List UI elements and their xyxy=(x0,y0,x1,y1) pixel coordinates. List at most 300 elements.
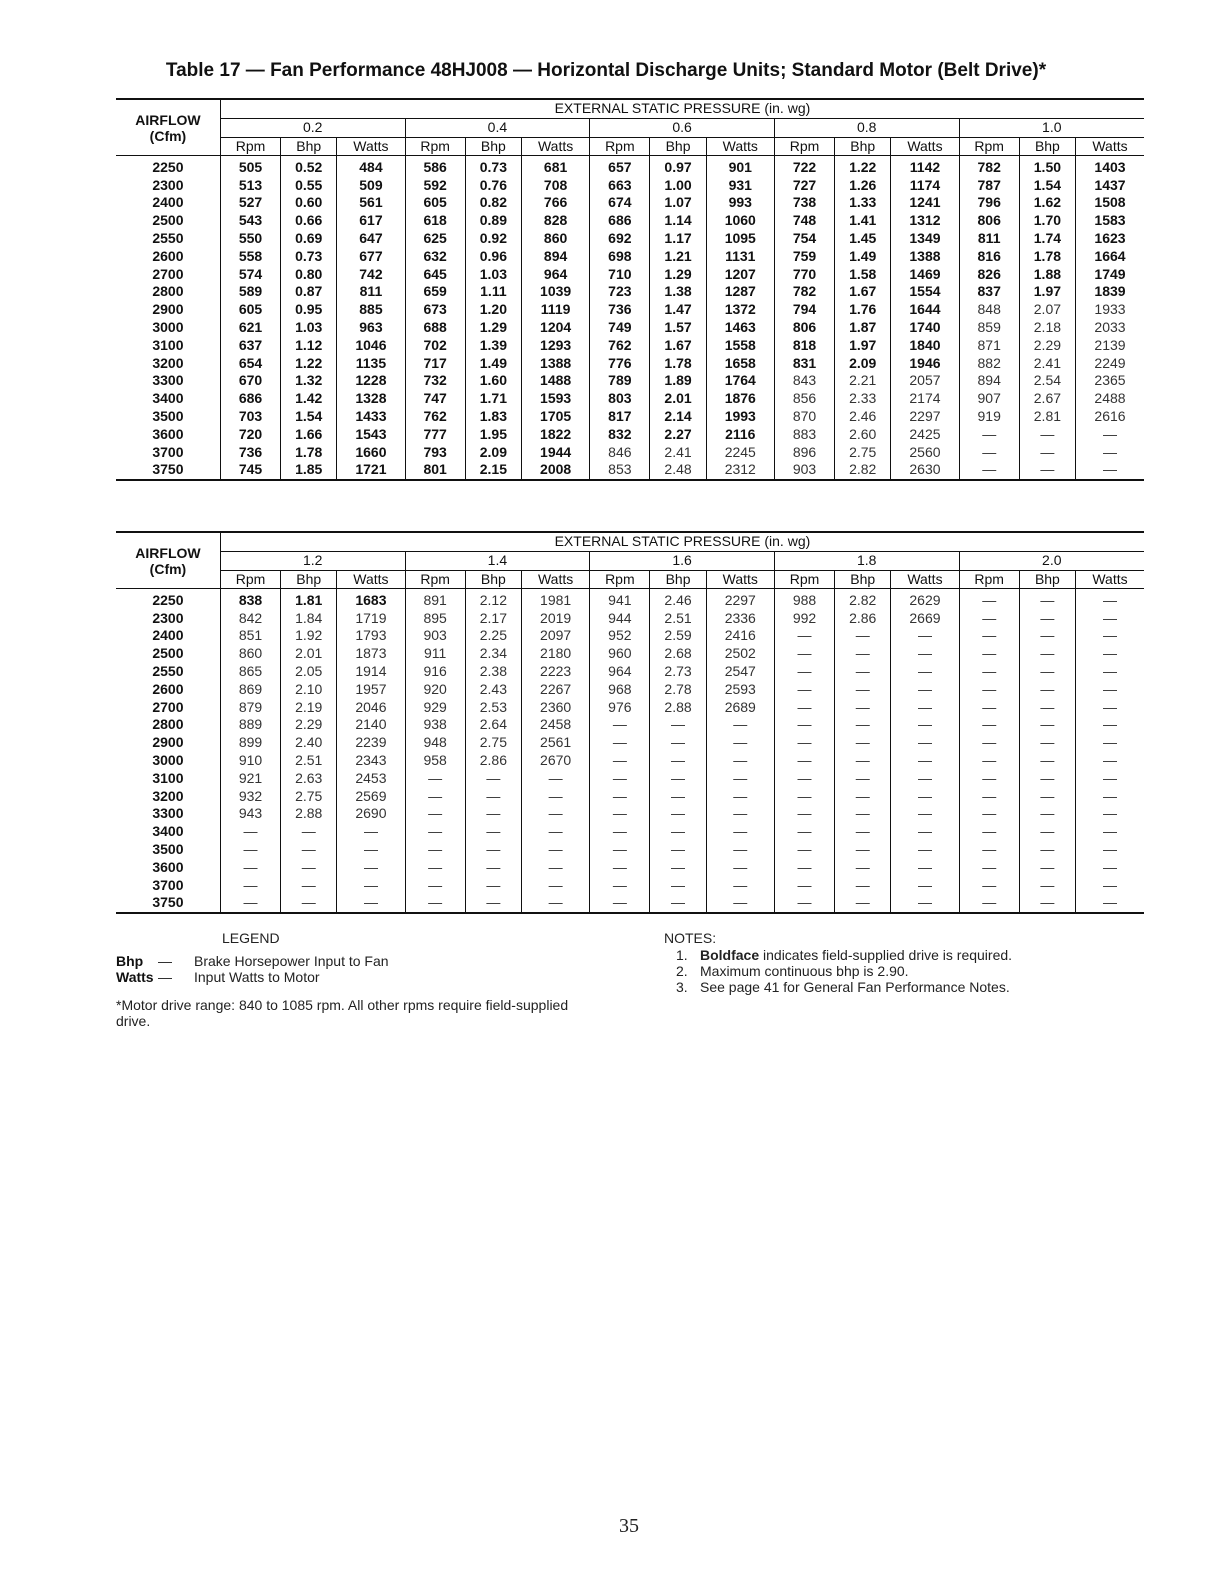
column-header-bhp: Bhp xyxy=(835,137,891,156)
cell-bhp: — xyxy=(1019,876,1075,894)
cell-watts: — xyxy=(891,698,959,716)
cell-watts: 1135 xyxy=(337,354,405,372)
cell-watts: 766 xyxy=(521,194,589,212)
column-header-bhp: Bhp xyxy=(650,137,706,156)
cell-bhp: 1.67 xyxy=(835,283,891,301)
cell-bhp: 1.17 xyxy=(650,230,706,248)
cell-bhp: — xyxy=(1019,627,1075,645)
table-row xyxy=(116,858,1144,876)
airflow-value: 2400 xyxy=(116,627,220,645)
cell-rpm: — xyxy=(959,443,1019,461)
table-row xyxy=(116,627,1144,645)
cell-bhp: 1.47 xyxy=(650,301,706,319)
airflow-value: 2500 xyxy=(116,645,220,663)
cell-watts: 742 xyxy=(337,265,405,283)
cell-watts: 2343 xyxy=(337,752,405,770)
cell-bhp: 1.81 xyxy=(281,589,337,609)
esp-header: EXTERNAL STATIC PRESSURE (in. wg) xyxy=(220,532,1144,551)
cell-rpm: 848 xyxy=(959,301,1019,319)
cell-bhp: 1.54 xyxy=(281,408,337,426)
cell-watts: 2669 xyxy=(891,609,959,627)
cell-rpm: 964 xyxy=(590,663,650,681)
fan-performance-table-low-pressure xyxy=(116,98,1144,481)
cell-bhp: — xyxy=(465,823,521,841)
cell-bhp: 2.88 xyxy=(281,805,337,823)
cell-bhp: — xyxy=(1019,589,1075,609)
cell-bhp: 2.12 xyxy=(465,589,521,609)
cell-watts: 1131 xyxy=(706,247,774,265)
airflow-value: 2550 xyxy=(116,230,220,248)
cell-watts: 1914 xyxy=(337,663,405,681)
cell-bhp: 2.27 xyxy=(650,425,706,443)
cell-rpm: — xyxy=(590,716,650,734)
cell-rpm: — xyxy=(590,876,650,894)
airflow-value: 2300 xyxy=(116,176,220,194)
cell-watts: — xyxy=(1076,858,1145,876)
cell-rpm: 586 xyxy=(405,156,465,176)
cell-rpm: 920 xyxy=(405,680,465,698)
cell-rpm: 703 xyxy=(220,408,280,426)
pressure-header: 0.4 xyxy=(405,118,590,137)
column-header-watts: Watts xyxy=(706,570,774,589)
notes-title: NOTES: xyxy=(664,930,717,946)
pressure-header: 1.8 xyxy=(774,551,959,570)
cell-watts: 2312 xyxy=(706,461,774,480)
cell-bhp: — xyxy=(835,787,891,805)
cell-bhp: 2.29 xyxy=(281,716,337,734)
cell-rpm: — xyxy=(959,716,1019,734)
airflow-value: 2550 xyxy=(116,663,220,681)
table-row xyxy=(116,787,1144,805)
table-row xyxy=(116,841,1144,859)
cell-bhp: — xyxy=(650,876,706,894)
cell-watts: 1944 xyxy=(521,443,589,461)
cell-watts: 1312 xyxy=(891,212,959,230)
cell-rpm: — xyxy=(959,645,1019,663)
cell-bhp: 2.48 xyxy=(650,461,706,480)
cell-rpm: — xyxy=(774,680,834,698)
table-row xyxy=(116,176,1144,194)
cell-watts: — xyxy=(337,841,405,859)
cell-watts: 2561 xyxy=(521,734,589,752)
cell-rpm: 527 xyxy=(220,194,280,212)
table-row xyxy=(116,212,1144,230)
cell-rpm: 831 xyxy=(774,354,834,372)
airflow-value: 3000 xyxy=(116,319,220,337)
cell-rpm: — xyxy=(220,858,280,876)
cell-bhp: 0.76 xyxy=(465,176,521,194)
cell-rpm: — xyxy=(959,698,1019,716)
cell-bhp: 2.01 xyxy=(650,390,706,408)
cell-watts: — xyxy=(706,876,774,894)
cell-rpm: — xyxy=(590,734,650,752)
cell-watts: — xyxy=(891,894,959,913)
cell-bhp: 2.09 xyxy=(835,354,891,372)
legend-key: Watts xyxy=(116,969,154,985)
cell-watts: — xyxy=(1076,698,1145,716)
table-row xyxy=(116,805,1144,823)
cell-bhp: 2.68 xyxy=(650,645,706,663)
cell-rpm: 865 xyxy=(220,663,280,681)
cell-bhp: — xyxy=(1019,894,1075,913)
cell-watts: 1403 xyxy=(1076,156,1145,176)
column-header-bhp: Bhp xyxy=(835,570,891,589)
cell-watts: 2488 xyxy=(1076,390,1145,408)
cell-watts: 1437 xyxy=(1076,176,1145,194)
table-row xyxy=(116,680,1144,698)
cell-rpm: — xyxy=(405,787,465,805)
cell-rpm: 968 xyxy=(590,680,650,698)
cell-rpm: 654 xyxy=(220,354,280,372)
airflow-value: 2250 xyxy=(116,589,220,609)
cell-bhp: 2.05 xyxy=(281,663,337,681)
cell-watts: 1433 xyxy=(337,408,405,426)
cell-bhp: 2.29 xyxy=(1019,336,1075,354)
cell-watts: 931 xyxy=(706,176,774,194)
cell-rpm: — xyxy=(220,841,280,859)
cell-rpm: — xyxy=(405,841,465,859)
cell-rpm: 801 xyxy=(405,461,465,480)
cell-rpm: — xyxy=(774,876,834,894)
cell-bhp: — xyxy=(650,841,706,859)
cell-watts: — xyxy=(891,752,959,770)
legend-desc: Brake Horsepower Input to Fan xyxy=(194,953,389,969)
table-row xyxy=(116,716,1144,734)
cell-watts: 2360 xyxy=(521,698,589,716)
cell-rpm: — xyxy=(774,663,834,681)
cell-bhp: — xyxy=(281,823,337,841)
cell-rpm: 745 xyxy=(220,461,280,480)
cell-bhp: 1.29 xyxy=(650,265,706,283)
cell-bhp: 2.17 xyxy=(465,609,521,627)
cell-watts: 1660 xyxy=(337,443,405,461)
cell-watts: 2097 xyxy=(521,627,589,645)
cell-bhp: — xyxy=(835,663,891,681)
cell-rpm: 748 xyxy=(774,212,834,230)
column-header-bhp: Bhp xyxy=(281,570,337,589)
cell-watts: 1721 xyxy=(337,461,405,480)
cell-bhp: 2.25 xyxy=(465,627,521,645)
cell-rpm: 948 xyxy=(405,734,465,752)
note-item xyxy=(676,963,909,979)
cell-bhp: — xyxy=(835,894,891,913)
cell-bhp: 0.87 xyxy=(281,283,337,301)
cell-bhp: — xyxy=(281,858,337,876)
cell-rpm: 738 xyxy=(774,194,834,212)
cell-watts: — xyxy=(1076,823,1145,841)
cell-watts: — xyxy=(1076,876,1145,894)
pressure-header: 1.6 xyxy=(590,551,775,570)
table-row xyxy=(116,823,1144,841)
cell-watts: 2223 xyxy=(521,663,589,681)
cell-bhp: 2.82 xyxy=(835,589,891,609)
airflow-value: 2700 xyxy=(116,698,220,716)
cell-bhp: 1.39 xyxy=(465,336,521,354)
cell-watts: — xyxy=(1076,752,1145,770)
cell-bhp: 1.95 xyxy=(465,425,521,443)
cell-watts: — xyxy=(337,858,405,876)
cell-watts: — xyxy=(891,769,959,787)
cell-bhp: 2.43 xyxy=(465,680,521,698)
cell-rpm: 592 xyxy=(405,176,465,194)
header-row-pressure-values xyxy=(116,118,1144,137)
cell-watts: — xyxy=(891,645,959,663)
cell-bhp: 1.78 xyxy=(650,354,706,372)
cell-rpm: 932 xyxy=(220,787,280,805)
legend-dash: — xyxy=(158,953,172,969)
cell-watts: 1388 xyxy=(891,247,959,265)
cell-watts: 1683 xyxy=(337,589,405,609)
cell-rpm: — xyxy=(590,787,650,805)
cell-watts: 2365 xyxy=(1076,372,1145,390)
cell-watts: — xyxy=(1076,645,1145,663)
cell-bhp: 1.58 xyxy=(835,265,891,283)
cell-rpm: 637 xyxy=(220,336,280,354)
cell-bhp: — xyxy=(1019,461,1075,480)
cell-rpm: 605 xyxy=(220,301,280,319)
cell-bhp: 0.60 xyxy=(281,194,337,212)
cell-watts: 708 xyxy=(521,176,589,194)
airflow-value: 2500 xyxy=(116,212,220,230)
cell-bhp: — xyxy=(465,841,521,859)
cell-bhp: 1.21 xyxy=(650,247,706,265)
cell-watts: 2560 xyxy=(891,443,959,461)
pressure-header: 0.8 xyxy=(774,118,959,137)
cell-rpm: 856 xyxy=(774,390,834,408)
cell-rpm: 787 xyxy=(959,176,1019,194)
cell-rpm: 895 xyxy=(405,609,465,627)
cell-watts: 1658 xyxy=(706,354,774,372)
cell-rpm: — xyxy=(220,823,280,841)
airflow-unit: (Cfm) xyxy=(149,127,187,144)
cell-watts: 2140 xyxy=(337,716,405,734)
cell-watts: 2689 xyxy=(706,698,774,716)
cell-rpm: — xyxy=(774,858,834,876)
cell-watts: — xyxy=(891,663,959,681)
cell-watts: 1095 xyxy=(706,230,774,248)
cell-watts: 484 xyxy=(337,156,405,176)
cell-bhp: — xyxy=(1019,645,1075,663)
cell-rpm: 796 xyxy=(959,194,1019,212)
cell-bhp: 2.18 xyxy=(1019,319,1075,337)
cell-rpm: 916 xyxy=(405,663,465,681)
cell-bhp: 1.76 xyxy=(835,301,891,319)
cell-bhp: 1.67 xyxy=(650,336,706,354)
cell-bhp: 1.22 xyxy=(281,354,337,372)
cell-rpm: 883 xyxy=(774,425,834,443)
cell-watts: 1623 xyxy=(1076,230,1145,248)
cell-watts: 1241 xyxy=(891,194,959,212)
table-row xyxy=(116,194,1144,212)
cell-rpm: 921 xyxy=(220,769,280,787)
cell-watts: 2593 xyxy=(706,680,774,698)
cell-watts: — xyxy=(706,734,774,752)
cell-rpm: 851 xyxy=(220,627,280,645)
cell-watts: — xyxy=(706,894,774,913)
cell-watts: — xyxy=(706,752,774,770)
pressure-header: 1.4 xyxy=(405,551,590,570)
cell-watts: 2453 xyxy=(337,769,405,787)
cell-watts: 2139 xyxy=(1076,336,1145,354)
cell-bhp: — xyxy=(650,805,706,823)
cell-watts: 1060 xyxy=(706,212,774,230)
airflow-value: 2600 xyxy=(116,680,220,698)
column-header-rpm: Rpm xyxy=(774,137,834,156)
cell-bhp: 2.78 xyxy=(650,680,706,698)
cell-bhp: 1.60 xyxy=(465,372,521,390)
table-row xyxy=(116,230,1144,248)
cell-rpm: — xyxy=(774,769,834,787)
cell-watts: 1488 xyxy=(521,372,589,390)
cell-bhp: 2.19 xyxy=(281,698,337,716)
cell-bhp: — xyxy=(835,716,891,734)
cell-rpm: — xyxy=(774,645,834,663)
cell-rpm: 976 xyxy=(590,698,650,716)
airflow-value: 3400 xyxy=(116,823,220,841)
cell-rpm: 816 xyxy=(959,247,1019,265)
cell-bhp: 1.57 xyxy=(650,319,706,337)
cell-bhp: 1.78 xyxy=(1019,247,1075,265)
cell-rpm: 776 xyxy=(590,354,650,372)
airflow-value: 2800 xyxy=(116,283,220,301)
cell-rpm: 882 xyxy=(959,354,1019,372)
cell-watts: 964 xyxy=(521,265,589,283)
column-header-watts: Watts xyxy=(521,570,589,589)
cell-bhp: 1.33 xyxy=(835,194,891,212)
cell-watts: — xyxy=(521,769,589,787)
cell-watts: 1204 xyxy=(521,319,589,337)
cell-watts: 1873 xyxy=(337,645,405,663)
cell-watts: — xyxy=(337,894,405,913)
cell-watts: — xyxy=(706,841,774,859)
cell-watts: — xyxy=(891,841,959,859)
cell-bhp: — xyxy=(650,734,706,752)
cell-rpm: 870 xyxy=(774,408,834,426)
cell-rpm: 871 xyxy=(959,336,1019,354)
cell-bhp: — xyxy=(281,841,337,859)
cell-watts: — xyxy=(891,716,959,734)
cell-rpm: — xyxy=(774,805,834,823)
cell-rpm: — xyxy=(959,627,1019,645)
cell-rpm: 907 xyxy=(959,390,1019,408)
cell-rpm: 663 xyxy=(590,176,650,194)
cell-rpm: 645 xyxy=(405,265,465,283)
cell-bhp: 1.20 xyxy=(465,301,521,319)
cell-bhp: — xyxy=(835,805,891,823)
cell-bhp: 2.82 xyxy=(835,461,891,480)
cell-rpm: 806 xyxy=(774,319,834,337)
motor-drive-footnote: *Motor drive range: 840 to 1085 rpm. All other rpms require field-supplied drive. xyxy=(116,997,569,1029)
cell-rpm: 659 xyxy=(405,283,465,301)
legend-key: Bhp xyxy=(116,953,144,969)
cell-watts: 2458 xyxy=(521,716,589,734)
table-row xyxy=(116,663,1144,681)
cell-bhp: 1.00 xyxy=(650,176,706,194)
cell-rpm: 896 xyxy=(774,443,834,461)
cell-watts: — xyxy=(521,823,589,841)
cell-rpm: 941 xyxy=(590,589,650,609)
legend-title: LEGEND xyxy=(222,930,280,946)
cell-rpm: 938 xyxy=(405,716,465,734)
cell-rpm: — xyxy=(590,752,650,770)
cell-bhp: — xyxy=(650,787,706,805)
cell-watts: — xyxy=(891,627,959,645)
header-row-units xyxy=(116,137,1144,156)
cell-bhp: 1.32 xyxy=(281,372,337,390)
cell-rpm: 958 xyxy=(405,752,465,770)
table-row xyxy=(116,876,1144,894)
cell-bhp: 1.78 xyxy=(281,443,337,461)
cell-bhp: 0.55 xyxy=(281,176,337,194)
cell-bhp: 2.75 xyxy=(465,734,521,752)
cell-bhp: 2.40 xyxy=(281,734,337,752)
cell-watts: 617 xyxy=(337,212,405,230)
column-header-rpm: Rpm xyxy=(220,570,280,589)
cell-bhp: 2.59 xyxy=(650,627,706,645)
cell-rpm: 749 xyxy=(590,319,650,337)
cell-bhp: 1.54 xyxy=(1019,176,1075,194)
table-row xyxy=(116,372,1144,390)
cell-bhp: 1.85 xyxy=(281,461,337,480)
table-row xyxy=(116,698,1144,716)
cell-bhp: 2.53 xyxy=(465,698,521,716)
cell-bhp: — xyxy=(1019,734,1075,752)
cell-rpm: 632 xyxy=(405,247,465,265)
cell-rpm: 988 xyxy=(774,589,834,609)
cell-watts: 2297 xyxy=(891,408,959,426)
cell-watts: 1933 xyxy=(1076,301,1145,319)
cell-rpm: 698 xyxy=(590,247,650,265)
cell-bhp: — xyxy=(835,627,891,645)
airflow-value: 3300 xyxy=(116,372,220,390)
cell-rpm: — xyxy=(405,805,465,823)
cell-rpm: 952 xyxy=(590,627,650,645)
airflow-label: AIRFLOW xyxy=(135,111,201,128)
column-header-watts: Watts xyxy=(706,137,774,156)
cell-rpm: — xyxy=(959,769,1019,787)
cell-rpm: 702 xyxy=(405,336,465,354)
cell-watts: — xyxy=(521,805,589,823)
cell-rpm: 869 xyxy=(220,680,280,698)
cell-rpm: — xyxy=(959,787,1019,805)
cell-rpm: — xyxy=(959,805,1019,823)
cell-watts: 1957 xyxy=(337,680,405,698)
cell-rpm: 747 xyxy=(405,390,465,408)
table-row xyxy=(116,443,1144,461)
cell-bhp: 2.88 xyxy=(650,698,706,716)
pressure-header: 0.6 xyxy=(590,118,775,137)
airflow-value: 3100 xyxy=(116,769,220,787)
pressure-header: 1.2 xyxy=(220,551,405,570)
header-row-pressure xyxy=(116,532,1144,551)
cell-bhp: 0.89 xyxy=(465,212,521,230)
cell-watts: 2267 xyxy=(521,680,589,698)
cell-watts: — xyxy=(1076,787,1145,805)
cell-rpm: 891 xyxy=(405,589,465,609)
cell-bhp: 1.38 xyxy=(650,283,706,301)
cell-watts: 1508 xyxy=(1076,194,1145,212)
cell-rpm: — xyxy=(405,876,465,894)
cell-rpm: 736 xyxy=(590,301,650,319)
table-row xyxy=(116,645,1144,663)
table-title: Table 17 — Fan Performance 48HJ008 — Horizontal Discharge Units; Standard Motor (Belt Drive)* xyxy=(165,60,1047,81)
cell-rpm: — xyxy=(405,894,465,913)
column-header-rpm: Rpm xyxy=(405,137,465,156)
cell-rpm: 992 xyxy=(774,609,834,627)
table-row xyxy=(116,283,1144,301)
airflow-header xyxy=(116,99,220,156)
cell-watts: 1287 xyxy=(706,283,774,301)
